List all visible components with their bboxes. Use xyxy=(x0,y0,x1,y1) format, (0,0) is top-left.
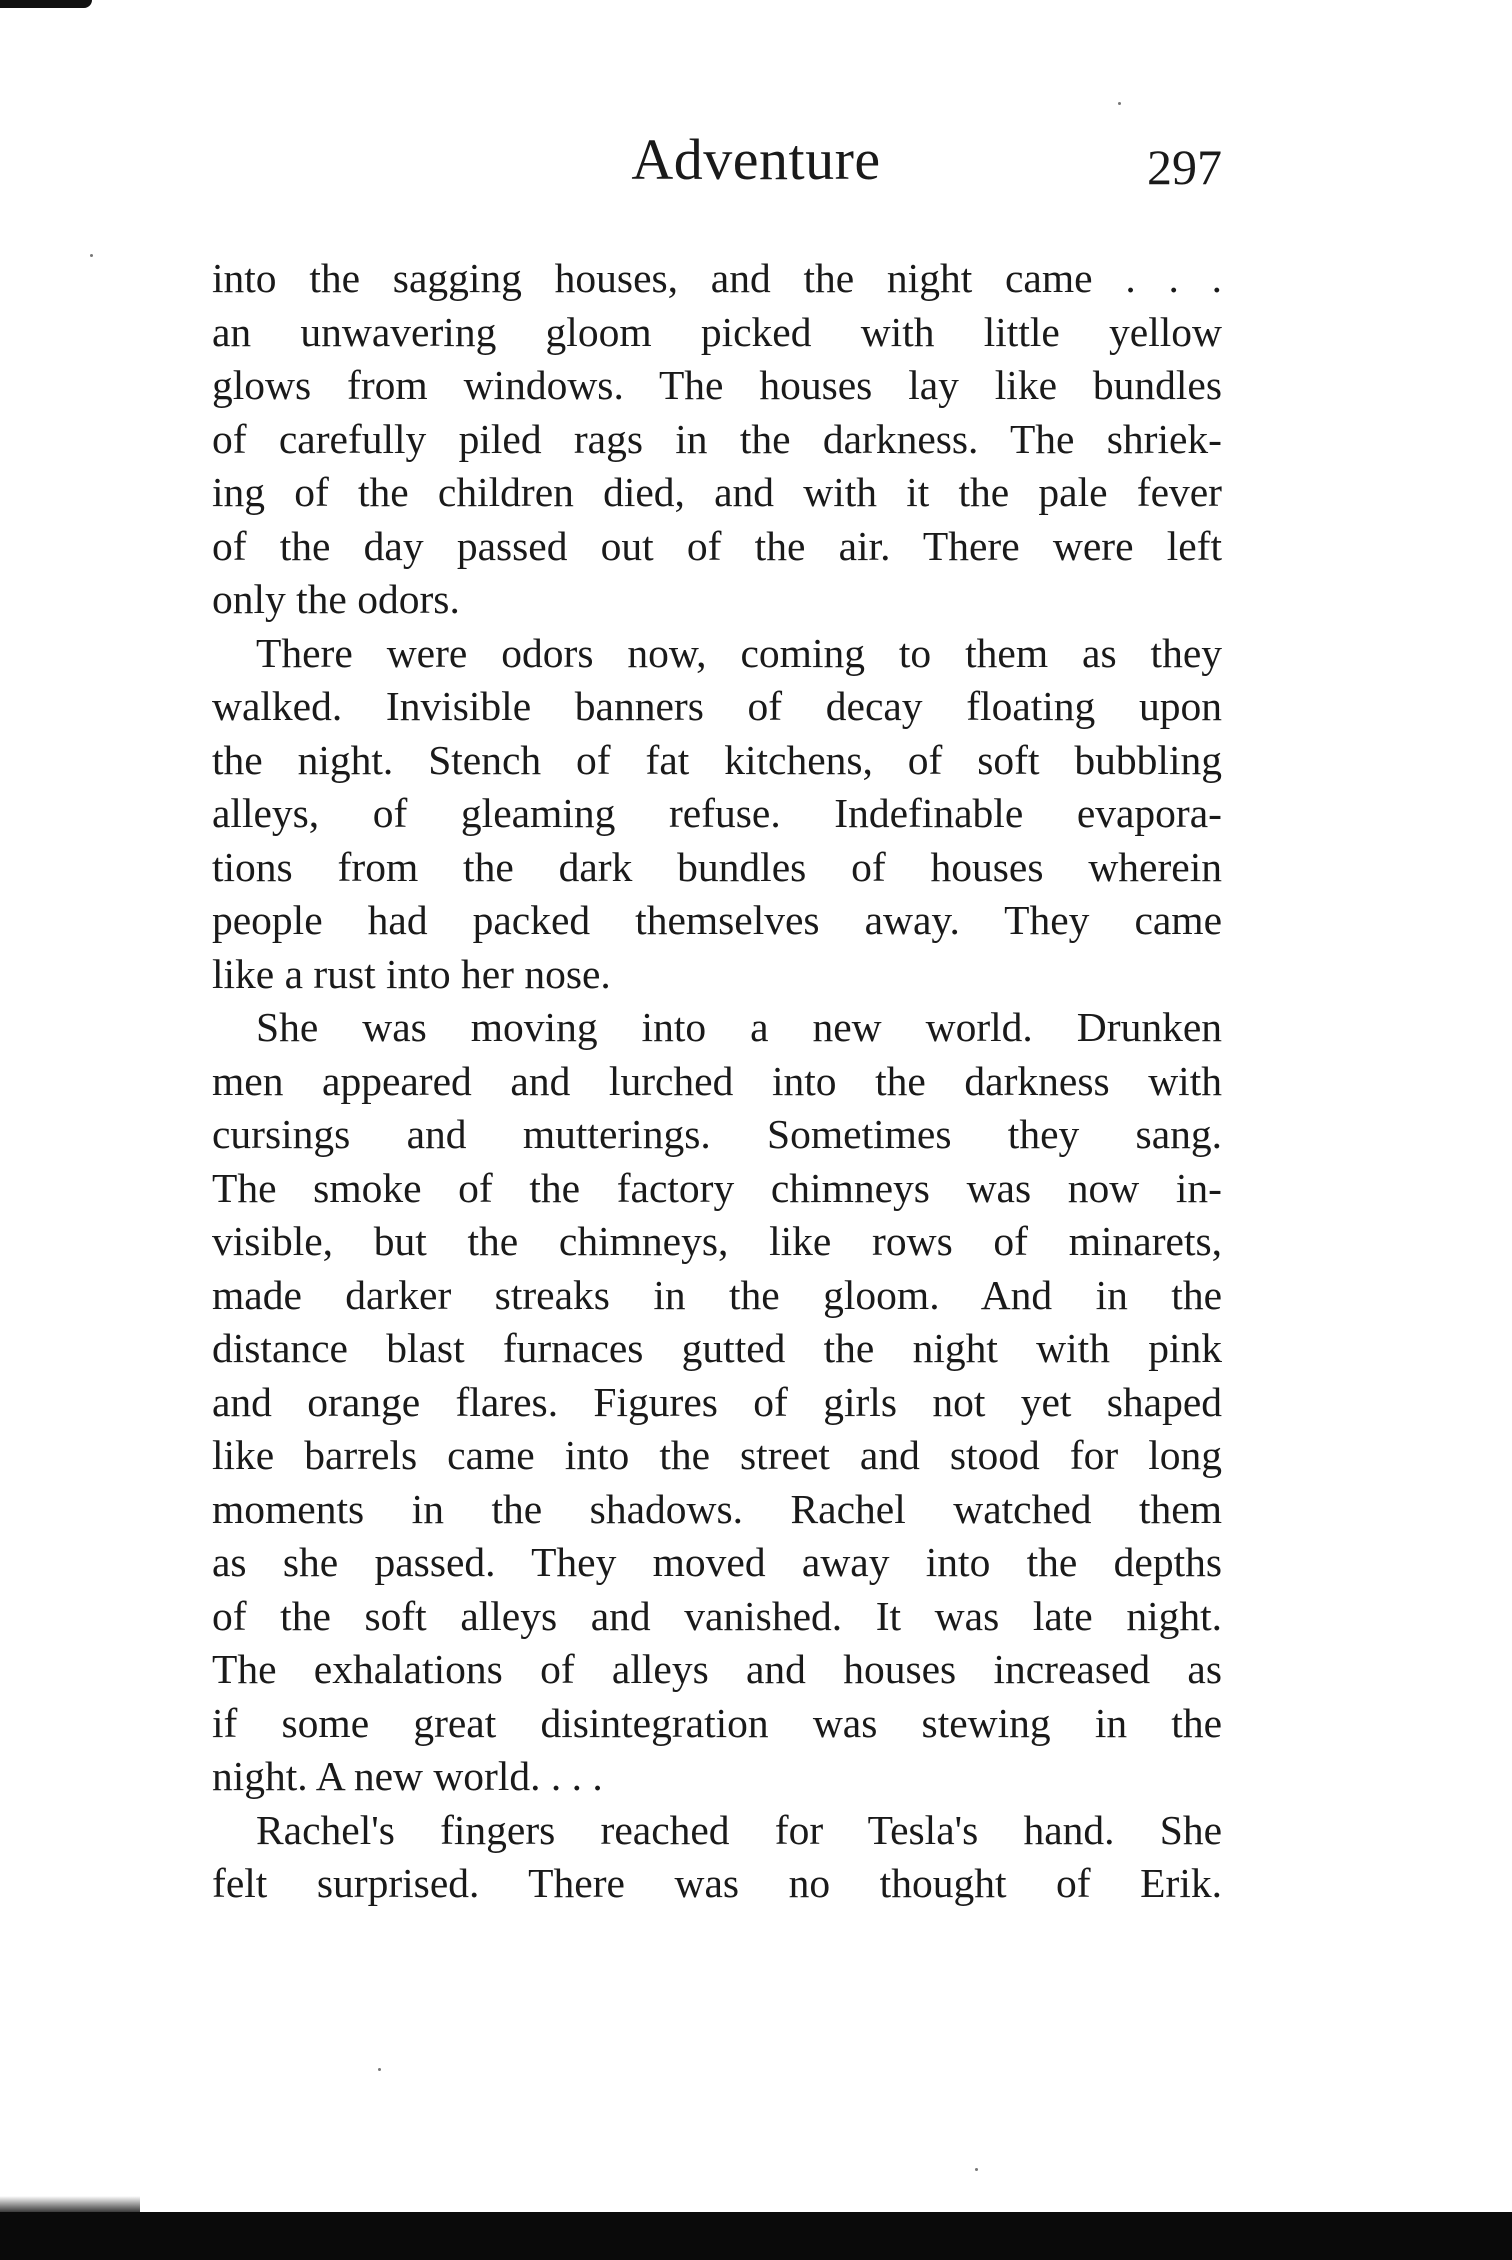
body-text xyxy=(212,252,1222,1911)
running-title: Adventure xyxy=(631,127,881,192)
text-line: visible, but the chimneys, like rows of minarets, xyxy=(212,1218,1222,1264)
text-line: cursings and mutterings. Sometimes they sang. xyxy=(212,1111,1222,1157)
scan-speck xyxy=(975,2168,978,2171)
text-line: moments in the shadows. Rachel watched them xyxy=(212,1485,1222,1532)
text-line: She was moving into a new world. Drunken xyxy=(256,1004,1222,1050)
scan-speck xyxy=(1118,102,1121,105)
text-line: The exhalations of alleys and houses increased as xyxy=(212,1646,1222,1692)
text-line: made darker streaks in the gloom. And in the xyxy=(212,1271,1222,1318)
text-line: There were odors now, coming to them as they xyxy=(256,629,1222,676)
text-line: Rachel's fingers reached for Tesla's hand. She xyxy=(256,1806,1222,1853)
text-line: people had packed themselves away. They came xyxy=(212,897,1222,943)
text-line: distance blast furnaces gutted the night with pink xyxy=(212,1325,1222,1371)
text-line: only the odors. xyxy=(212,576,460,622)
text-line: an unwavering gloom picked with little yellow xyxy=(212,308,1222,355)
page-number: 297 xyxy=(1147,139,1222,195)
text-line: men appeared and lurched into the darkness with xyxy=(212,1057,1222,1104)
text-line: tions from the dark bundles of houses wherein xyxy=(212,843,1222,890)
text-line: if some great disintegration was stewing in the xyxy=(212,1699,1222,1746)
text-line: glows from windows. The houses lay like bundles xyxy=(212,362,1222,408)
text-line: alleys, of gleaming refuse. Indefinable evapora- xyxy=(212,790,1222,836)
text-line: ing of the children died, and with it the pale fever xyxy=(212,469,1222,515)
text-line: the night. Stench of fat kitchens, of soft bubbling xyxy=(212,736,1222,783)
text-line: into the sagging houses, and the night came . . . xyxy=(212,255,1222,301)
scan-speck xyxy=(90,254,93,257)
text-line: walked. Invisible banners of decay floating upon xyxy=(212,683,1222,729)
scan-speck xyxy=(378,2068,381,2071)
text-line: felt surprised. There was no thought of Erik. xyxy=(212,1860,1222,1906)
running-head xyxy=(0,120,1512,200)
text-line: as she passed. They moved away into the depths xyxy=(212,1539,1222,1585)
text-line: like a rust into her nose. xyxy=(212,950,611,997)
text-line: like barrels came into the street and stood for long xyxy=(212,1432,1222,1478)
scan-edge-mark xyxy=(0,0,92,8)
text-line: night. A new world. . . . xyxy=(212,1753,603,1799)
text-line: of carefully piled rags in the darkness. The shriek- xyxy=(212,415,1222,462)
text-line: of the day passed out of the air. There were left xyxy=(212,522,1222,569)
text-line: of the soft alleys and vanished. It was late night. xyxy=(212,1592,1222,1639)
text-line: The smoke of the factory chimneys was now in- xyxy=(212,1164,1222,1211)
text-line: and orange flares. Figures of girls not yet shaped xyxy=(212,1378,1222,1425)
scan-bottom-bar xyxy=(0,2212,1512,2260)
